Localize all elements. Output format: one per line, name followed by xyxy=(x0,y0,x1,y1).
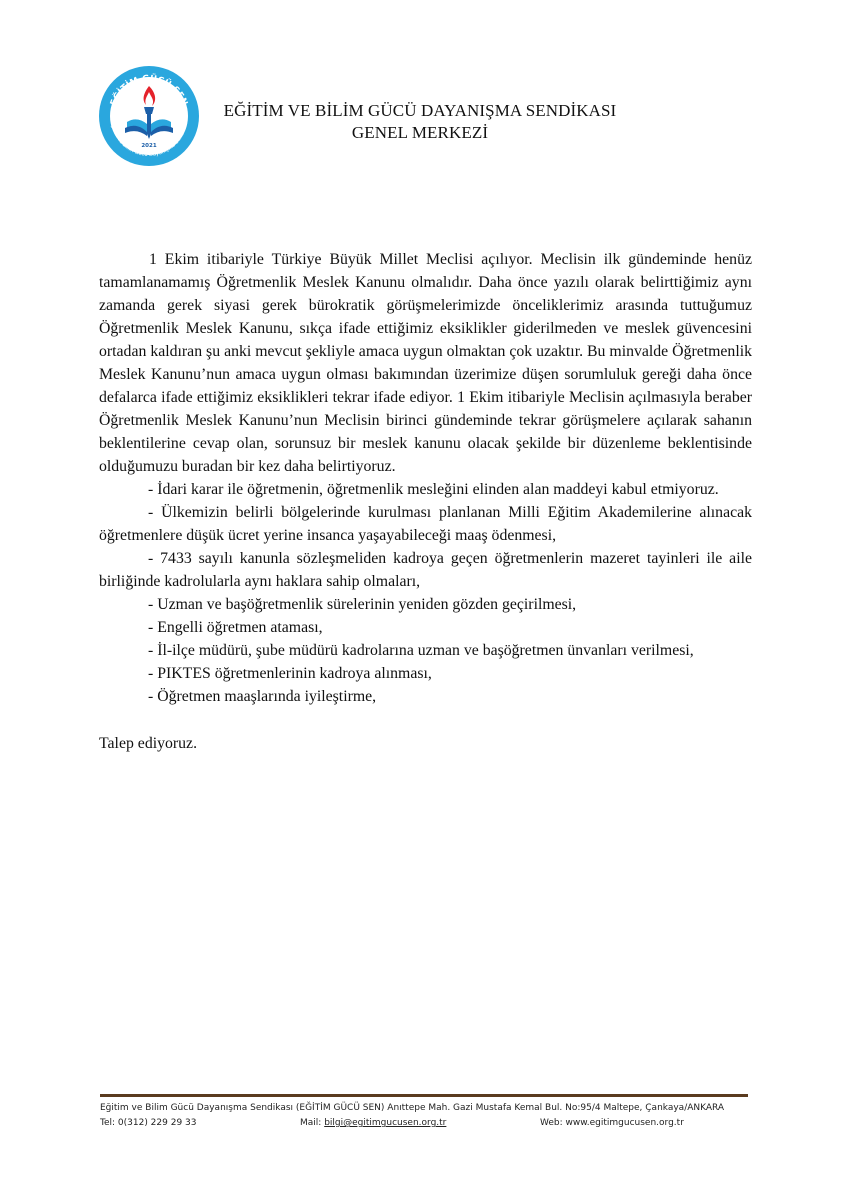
demand-item: - PIKTES öğretmenlerinin kadroya alınması, xyxy=(148,665,432,682)
footer-divider xyxy=(100,1094,748,1097)
logo-text-bottom: Eğitim ve Bilim Gücü Dayanışma Sendikası xyxy=(109,121,189,159)
demand-item: - Uzman ve başöğretmenlik sürelerinin yeniden gözden geçirilmesi, xyxy=(148,596,577,613)
demand-item: - Öğretmen maaşlarında iyileştirme, xyxy=(148,688,377,705)
demand-item: - Ülkemizin belirli bölgelerinde kurulması planlanan Milli Eğitim Akademilerine alınacak öğretmenlere düşük ücret yerine insanca yaşayabileceği maaş ödenmesi, xyxy=(99,504,752,544)
org-name: EĞİTİM VE BİLİM GÜCÜ DAYANIŞMA SENDİKASI xyxy=(223,101,617,120)
demand-item: - İdari karar ile öğretmenin, öğretmenlik mesleğini elinden alan maddeyi kabul etmiyoruz. xyxy=(148,481,719,498)
demand-item: - İl-ilçe müdürü, şube müdürü kadrolarına uzman ve başöğretmen ünvanları verilmesi, xyxy=(148,642,694,659)
footer-phone: Tel: 0(312) 229 29 33 xyxy=(100,1118,197,1128)
logo-year: 2021 xyxy=(141,143,157,149)
footer-mail-link[interactable]: bilgi@egitimgucusen.org.tr xyxy=(324,1118,447,1128)
footer-web[interactable]: Web: www.egitimgucusen.org.tr xyxy=(540,1118,684,1128)
footer-address: Eğitim ve Bilim Gücü Dayanışma Sendikası (EĞİTİM GÜCÜ SEN) Anıttepe Mah. Gazi Mustafa Kemal Bul. No:95/4 Maltepe, Çankaya/ANKARA xyxy=(100,1103,725,1113)
footer-mail xyxy=(300,1116,446,1131)
footer xyxy=(100,1101,760,1131)
letterhead-title xyxy=(220,100,620,144)
union-logo xyxy=(97,64,201,168)
demand-item: - 7433 sayılı kanunla sözleşmeliden kadroya geçen öğretmenlerin mazeret tayinleri ile aile birliğinde kadrolularla aynı haklara sahip olmaları, xyxy=(99,550,752,590)
logo-text-top: EĞİTİM GÜCÜ SEN xyxy=(108,73,190,108)
closing-line: Talep ediyoruz. xyxy=(99,735,198,752)
intro-paragraph: 1 Ekim itibariyle Türkiye Büyük Millet Meclisi açılıyor. Meclisin ilk gündeminde henüz tamamlanamamış Öğretmenlik Meslek Kanunu olmalıdır. Daha önce yazılı olarak belirttiğimiz aynı zamanda gerek siyasi gerek bürokratik görüşmelerimizde önceliklerimiz arasında tuttuğumuz Öğretmenlik Meslek Kanunu, sıkça ifade ettiğimiz eksiklikler giderilmeden ve meslek güvencesini ortadan kaldıran şu anki mevcut şekliyle amaca uygun olmaktan çok uzaktır. Bu minvalde Öğretmenlik Meslek Kanunu’nun amaca uygun olması bakımından üzerimize düşen sorumluluk gereği daha önce defalarca ifade ettiğimiz eksiklikleri tekrar ifade ediyor. 1 Ekim itibariyle Meclisin açılmasıyla beraber Öğretmenlik Meslek Kanunu’nun Meclisin birinci gündeminde tekrar görüşmelere açılarak sahanın beklentilerine cevap olan, sorunsuz bir meslek kanunu olacak şekilde bir düzenleme beklentisinde olduğumuzu buradan bir kez daha belirtiyoruz. xyxy=(99,251,752,475)
demand-item: - Engelli öğretmen ataması, xyxy=(148,619,323,636)
footer-mail-label: Mail: xyxy=(300,1118,325,1128)
org-subtitle: GENEL MERKEZİ xyxy=(351,123,489,142)
letter-body xyxy=(99,248,752,755)
